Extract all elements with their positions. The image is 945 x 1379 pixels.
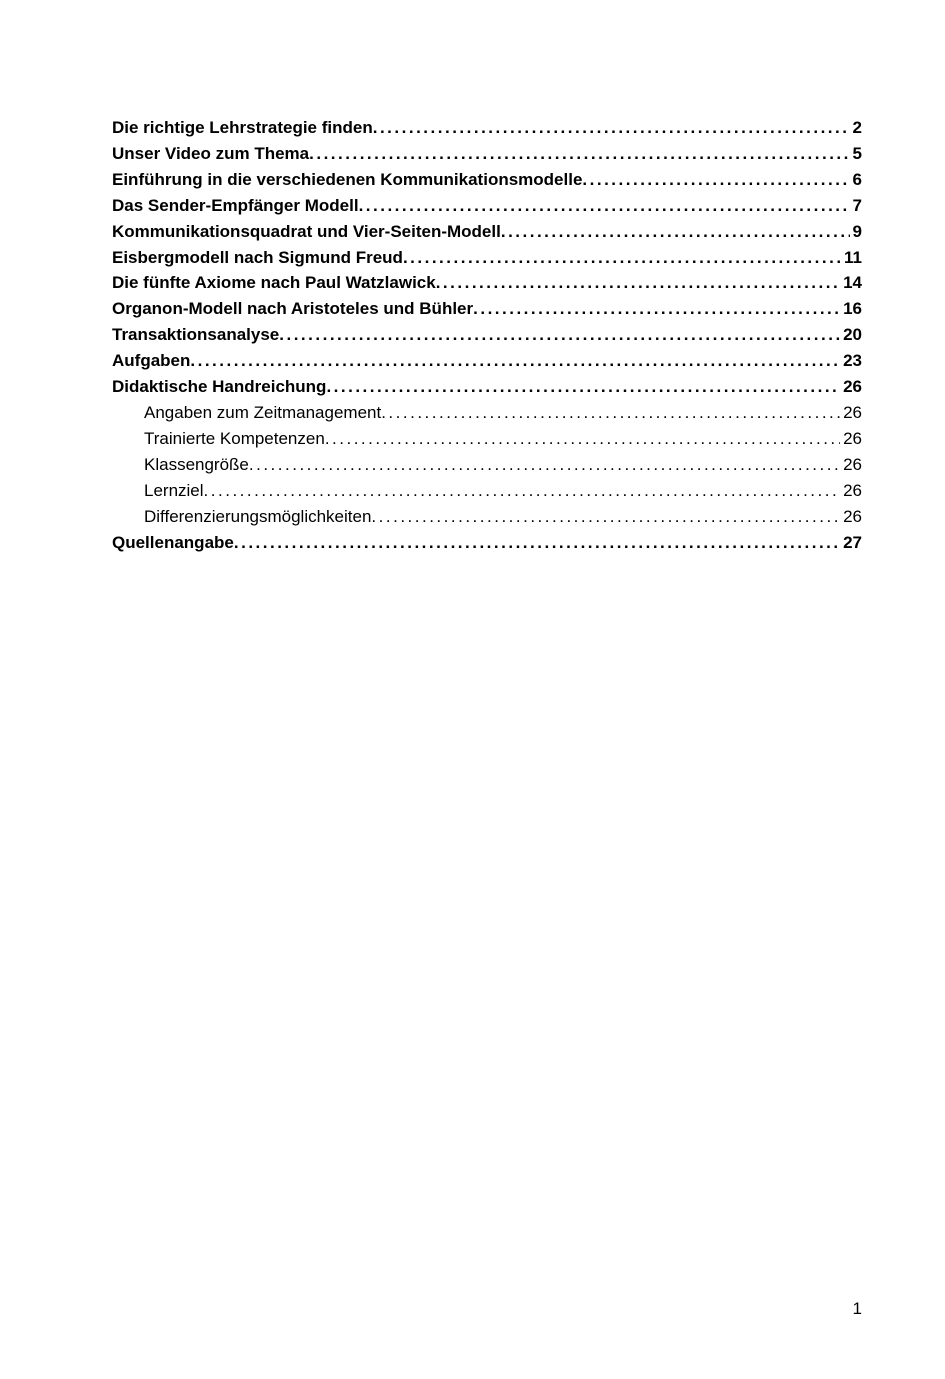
toc-entry-page: 6: [852, 169, 862, 189]
toc-entry-page: 26: [843, 377, 862, 397]
toc-leader-dots: [204, 478, 841, 504]
toc-entry-title[interactable]: Das Sender-Empfänger Modell: [112, 195, 359, 215]
toc-entry-page: 14: [843, 273, 862, 293]
toc-entry[interactable]: [112, 348, 862, 374]
toc-entry[interactable]: [112, 478, 862, 504]
toc-entry[interactable]: [112, 115, 862, 141]
toc-entry-title[interactable]: Kommunikationsquadrat und Vier-Seiten-Modell: [112, 221, 501, 241]
toc-leader-dots: [371, 504, 840, 530]
toc-entry-page: 11: [844, 247, 862, 267]
toc-entry-title[interactable]: Eisbergmodell nach Sigmund Freud: [112, 247, 403, 267]
toc-entry-title[interactable]: Die fünfte Axiome nach Paul Watzlawick: [112, 273, 436, 293]
page-footer: [112, 1296, 862, 1322]
toc-entry-page: 26: [843, 428, 862, 448]
toc-entry-title[interactable]: Differenzierungsmöglichkeiten: [144, 506, 372, 526]
page-number: 1: [852, 1299, 862, 1318]
toc-leader-dots: [359, 193, 850, 219]
toc-entry[interactable]: [112, 530, 862, 556]
toc-entry[interactable]: [112, 504, 862, 530]
toc-entry-page: 9: [852, 221, 862, 241]
toc-leader-dots: [436, 270, 840, 296]
toc-entry-title[interactable]: Unser Video zum Thema: [112, 143, 310, 163]
toc-entry-title[interactable]: Trainierte Kompetenzen: [144, 428, 325, 448]
toc-leader-dots: [582, 167, 849, 193]
toc-entry-page: 16: [843, 299, 862, 319]
toc-entry[interactable]: [112, 193, 862, 219]
toc-entry[interactable]: [112, 400, 862, 426]
toc-entry-page: 27: [843, 532, 862, 552]
toc-entry[interactable]: [112, 374, 862, 400]
toc-entry[interactable]: [112, 426, 862, 452]
toc-entry-title[interactable]: Angaben zum Zeitmanagement: [144, 402, 382, 422]
toc-leader-dots: [234, 530, 840, 556]
toc-entry[interactable]: [112, 167, 862, 193]
toc-entry-title[interactable]: Didaktische Handreichung: [112, 377, 327, 397]
toc-entry-page: 26: [843, 454, 862, 474]
toc-entry[interactable]: [112, 452, 862, 478]
toc-entry-title[interactable]: Klassengröße: [144, 454, 249, 474]
toc-entry[interactable]: [112, 296, 862, 322]
toc-entry-title[interactable]: Aufgaben: [112, 351, 191, 371]
toc-leader-dots: [373, 115, 850, 141]
toc-entry-title[interactable]: Einführung in die verschiedenen Kommunikationsmodelle: [112, 169, 583, 189]
toc-entry-title[interactable]: Organon-Modell nach Aristoteles und Bühler: [112, 299, 474, 319]
toc-leader-dots: [279, 322, 840, 348]
toc-leader-dots: [309, 141, 849, 167]
toc-leader-dots: [325, 426, 840, 452]
toc-entry[interactable]: [112, 245, 862, 271]
toc-entry[interactable]: [112, 141, 862, 167]
toc-entry-page: 26: [843, 506, 862, 526]
toc-entry-page: 5: [852, 143, 862, 163]
toc-entry-page: 26: [843, 402, 862, 422]
toc-entry-page: 23: [843, 351, 862, 371]
toc-entry-page: 26: [843, 480, 862, 500]
toc-leader-dots: [473, 296, 840, 322]
toc-entry-page: 2: [852, 118, 862, 137]
toc-leader-dots: [381, 400, 840, 426]
toc-entry[interactable]: [112, 219, 862, 245]
toc-entry-title[interactable]: Transaktionsanalyse: [112, 325, 280, 345]
toc-leader-dots: [190, 348, 840, 374]
toc-leader-dots: [403, 245, 841, 271]
table-of-contents: [112, 115, 862, 555]
toc-entry-title[interactable]: Quellenangabe: [112, 532, 234, 552]
toc-entry-title[interactable]: Lernziel: [144, 480, 204, 500]
toc-entry-page: 7: [852, 195, 862, 215]
toc-leader-dots: [326, 374, 840, 400]
toc-leader-dots: [501, 219, 850, 245]
toc-entry-page: 20: [843, 325, 862, 345]
toc-entry[interactable]: [112, 270, 862, 296]
toc-entry[interactable]: [112, 322, 862, 348]
toc-leader-dots: [249, 452, 840, 478]
toc-entry-title[interactable]: Die richtige Lehrstrategie finden: [112, 118, 373, 137]
